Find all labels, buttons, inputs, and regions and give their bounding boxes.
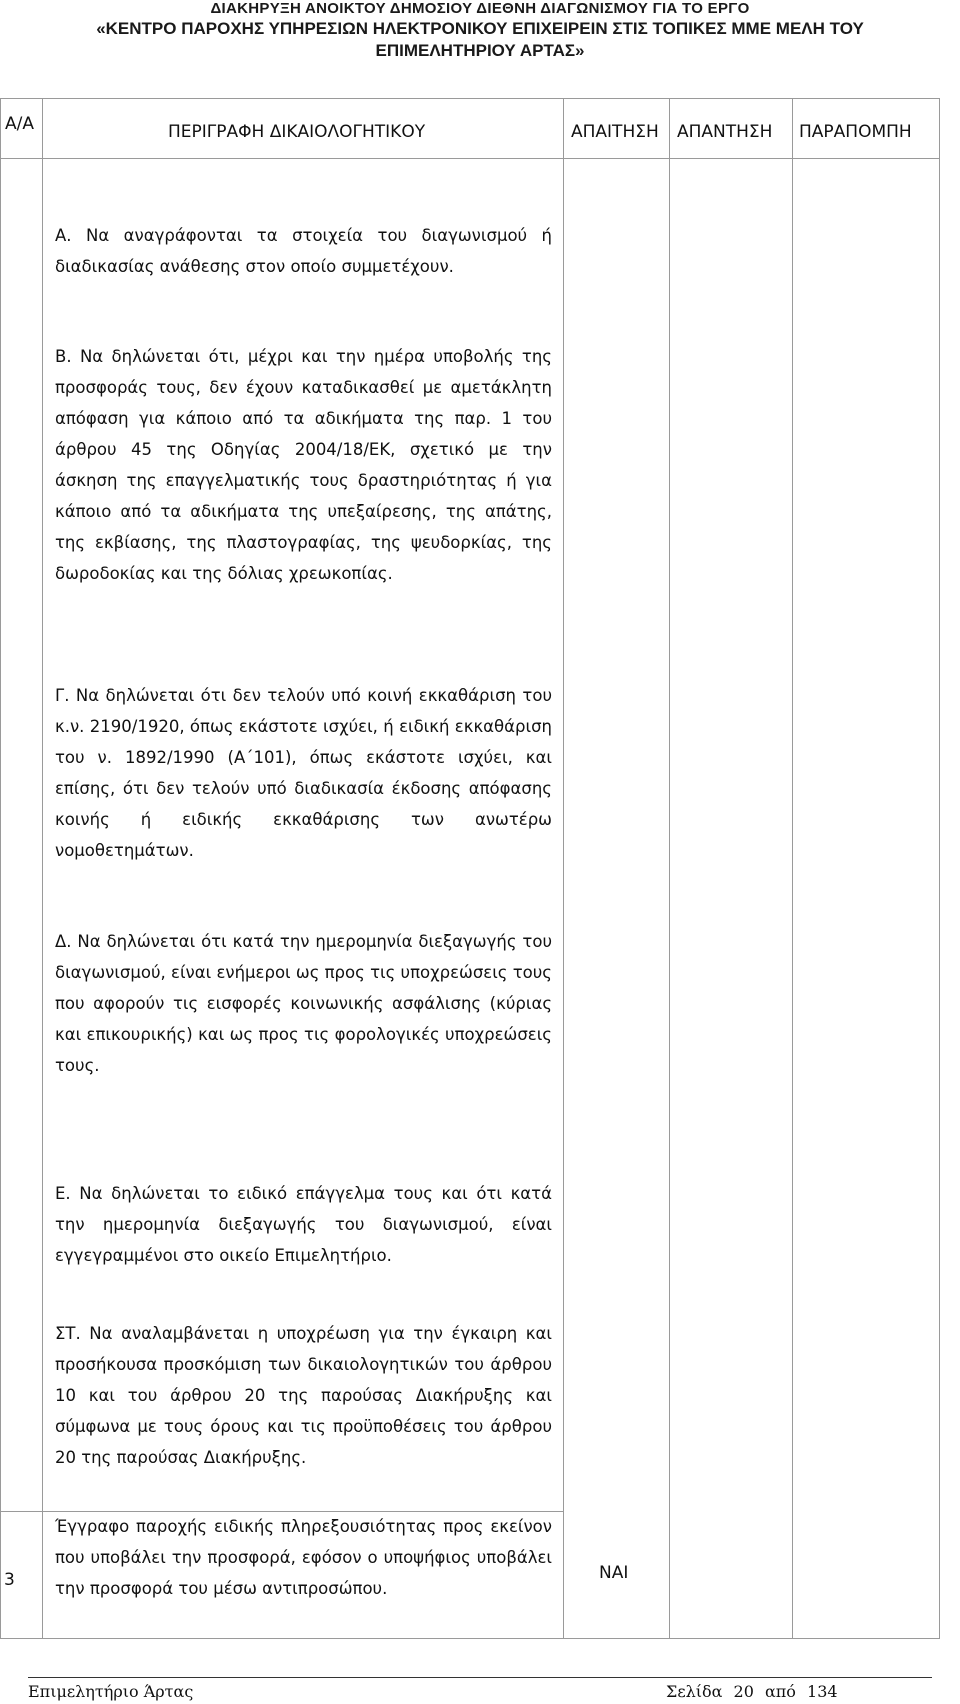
table-header-divider: [0, 158, 940, 159]
column-divider-aa: [42, 98, 43, 1639]
description-paragraph-e: Ε. Να δηλώνεται το ειδικό επάγγελμα τους και ότι κατά την ημερομηνία διεξαγωγής του διαγωνισμού, είναι εγγεγραμμένοι στο οικείο Επιμελητήριο.: [55, 1184, 552, 1265]
column-divider-answer: [792, 98, 793, 1639]
footer-chamber-name: Επιμελητήριο Άρτας: [28, 1682, 194, 1701]
table-border-top: [0, 98, 940, 99]
document-header-line-2: «ΚΕΝΤΡΟ ΠΑΡΟΧΗΣ ΥΠΗΡΕΣΙΩΝ ΗΛΕΚΤΡΟΝΙΚΟΥ ΕΠΙΧΕΙΡΕΙΝ ΣΤΙΣ ΤΟΠΙΚΕΣ ΜΜΕ ΜΕΛΗ ΤΟΥ: [96, 19, 864, 38]
row-number: 3: [4, 1570, 15, 1590]
requirement-value: ΝΑΙ: [599, 1563, 629, 1583]
description-paragraph-c: Γ. Να δηλώνεται ότι δεν τελούν υπό κοινή εκκαθάριση του κ.ν. 2190/1920, όπως εκάστοτε ισχύει, ή ειδική εκκαθάριση του ν. 1892/1990 (Α΄101), όπως εκάστοτε ισχύει, και επίσης, ότι δεν τελούν υπό διαδικασία έκδοσης απόφασης κοινής ή ειδικής εκκαθάρισης των ανωτέρω νομοθετημάτων.: [55, 686, 552, 860]
table-border-left: [0, 98, 1, 1639]
description-paragraph-d: Δ. Να δηλώνεται ότι κατά την ημερομηνία διεξαγωγής του διαγωνισμού, είναι ενήμεροι ως προς τις υποχρεώσεις τους που αφορούν τις εισφορές κοινωνικής ασφάλισης (κύριας και επικουρικής) και ως προς τις φορολογικές υποχρεώσεις τους.: [55, 932, 552, 1075]
footer-page-number: Σελίδα 20 από 134: [666, 1682, 838, 1701]
description-paragraph-b: Β. Να δηλώνεται ότι, μέχρι και την ημέρα υποβολής της προσφοράς τους, δεν έχουν καταδικασθεί με αμετάκλητη απόφαση για κάποιο από τα αδικήματα της παρ. 1 του άρθρου 45 της Οδηγίας 2004/18/ΕΚ, σχετικό με την άσκηση της επαγγελματικής τους δραστηριότητας ή για κάποιο από τα αδικήματα της υπεξαίρεσης, της απάτης, της εκβίασης, της πλαστογραφίας, της ψευδορκίας, της δωροδοκίας και της δόλιας χρεωκοπίας.: [55, 347, 552, 583]
table-border-bottom: [0, 1638, 940, 1639]
document-header-line-1: ΔΙΑΚΗΡΥΞΗ ΑΝΟΙΚΤΟΥ ΔΗΜΟΣΙΟΥ ΔΙΕΘΝΗ ΔΙΑΓΩΝΙΣΜΟΥ ΓΙΑ ΤΟ ΕΡΓΟ: [210, 0, 750, 17]
table-border-right: [939, 98, 940, 1639]
column-header-description: ΠΕΡΙΓΡΑΦΗ ΔΙΚΑΙΟΛΟΓΗΤΙΚΟΥ: [168, 122, 426, 142]
column-header-requirement: ΑΠΑΙΤΗΣΗ: [571, 122, 659, 142]
column-divider-requirement: [669, 98, 670, 1639]
column-header-aa: Α/Α: [5, 114, 34, 134]
aa-column-row-divider: [0, 1511, 42, 1512]
column-header-answer: ΑΠΑΝΤΗΣΗ: [677, 122, 773, 142]
description-paragraph-f: ΣΤ. Να αναλαμβάνεται η υποχρέωση για την έγκαιρη και προσήκουσα προσκόμιση των δικαιολογητικών του άρθρου 10 και του άρθρου 20 της παρούσας Διακήρυξης και σύμφωνα με τους όρους και τις προϋποθέσεις του άρθρου 20 της παρούσας Διακήρυξης.: [55, 1324, 552, 1467]
description-paragraph-final: Έγγραφο παροχής ειδικής πληρεξουσιότητας προς εκείνον που υποβάλει την προσφορά, εφόσον ο υποψήφιος υποβάλει την προσφορά του μέσω αντιπροσώπου.: [55, 1517, 552, 1598]
document-header-line-3: ΕΠΙΜΕΛΗΤΗΡΙΟΥ ΑΡΤΑΣ»: [375, 41, 585, 60]
column-divider-description: [563, 98, 564, 1639]
description-paragraph-a: Α. Να αναγράφονται τα στοιχεία του διαγωνισμού ή διαδικασίας ανάθεσης στον οποίο συμμετέχουν.: [55, 226, 552, 276]
column-header-reference: ΠΑΡΑΠΟΜΠΗ: [799, 122, 912, 142]
footer-rule: [28, 1677, 932, 1678]
